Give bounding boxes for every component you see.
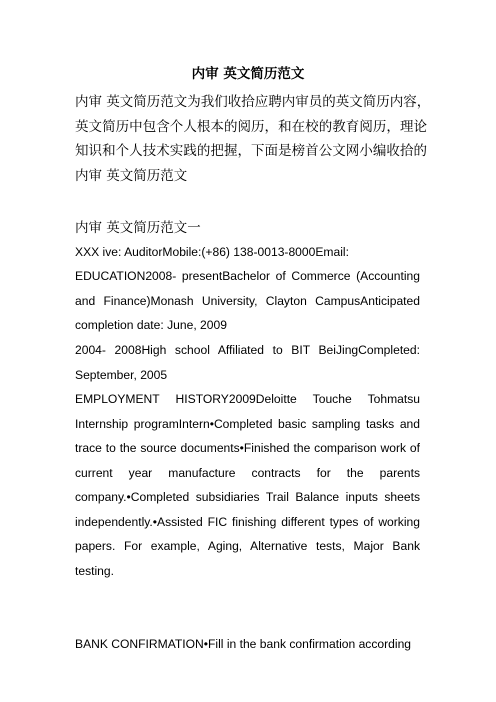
contact-line: XXX ive: AuditorMobile:(+86) 138-0013-8000Email: bbox=[75, 245, 349, 259]
section-heading: 内审 英文简历范文一 bbox=[75, 220, 201, 236]
education-paragraph: EDUCATION2008- presentBachelor of Commerce (Accounting and Finance)Monash University, Clayton CampusAnticipated completion date: June, 2009 bbox=[75, 269, 420, 332]
intro-line: 内审 英文简历范文为我们收拾应聘内审员的英文简历内容， bbox=[75, 94, 431, 110]
employment-paragraph: EMPLOYMENT HISTORY2009Deloitte Touche Tohmatsu Internship programIntern•Completed basic sampling tasks and trace to the source documents•Finished the comparison work of current year manufacture contracts for the parents company.•Completed subsidiaries Trail Balance inputs sheets independently.•Assisted FIC finishing different types of working papers. For example, Aging, Alternative tests, Major Bank testing. bbox=[75, 392, 420, 578]
intro-line: 英文简历中包含个人根本的阅历，和在校的教育阅历，理论 bbox=[75, 118, 427, 135]
intro-line: 知识和个人技术实践的把握，下面是榜首公文网小编收拾的 bbox=[75, 143, 427, 159]
intro-line: 内审 英文简历范文 bbox=[75, 167, 188, 184]
intro-paragraph bbox=[75, 90, 431, 188]
bank-confirmation-paragraph: BANK CONFIRMATION•Fill in the bank confirmation according bbox=[75, 637, 412, 651]
high-school-paragraph: 2004- 2008High school Affiliated to BIT BeiJingCompleted: September, 2005 bbox=[75, 343, 420, 382]
document-title: 内审 英文简历范文 bbox=[191, 66, 305, 82]
